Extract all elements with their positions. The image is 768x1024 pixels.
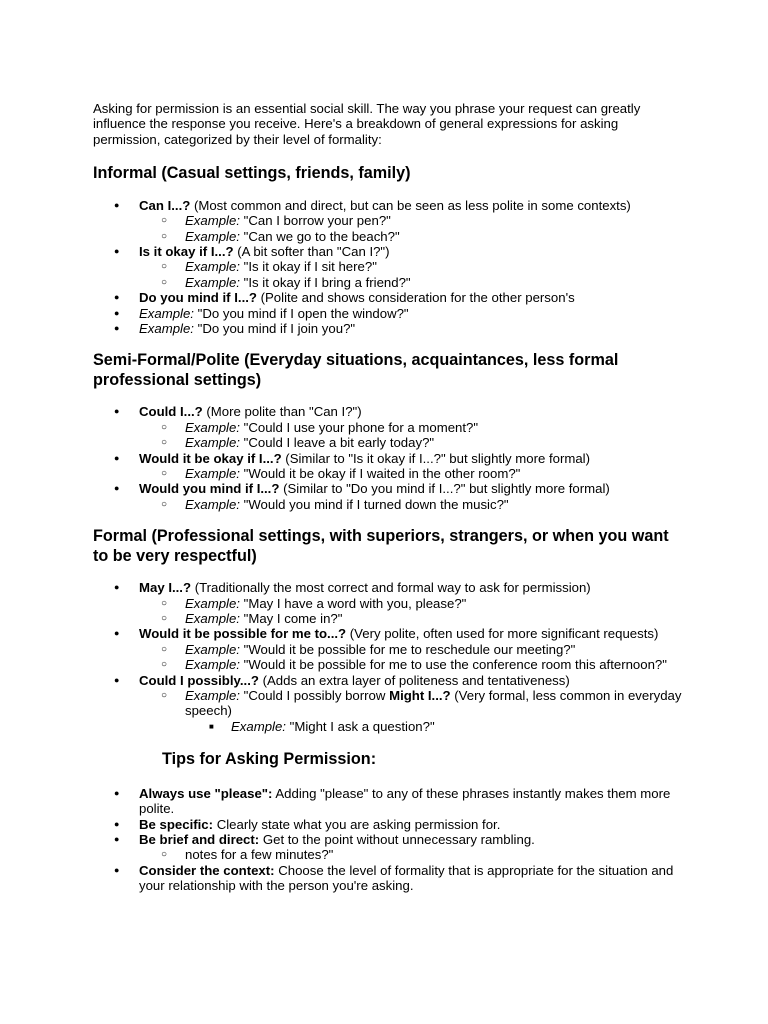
- example-label: Example:: [185, 688, 240, 704]
- example-list: [139, 466, 683, 481]
- example-label: Example:: [185, 466, 240, 481]
- example-text: "Can we go to the beach?": [243, 228, 400, 244]
- example-text: "Would it be okay if I waited in the other room?": [243, 466, 521, 481]
- phrase: Would you mind if I...?: [139, 481, 280, 497]
- tip-text: Clearly state what you are asking permission for.: [213, 816, 501, 832]
- example-text: "Is it okay if I sit here?": [243, 259, 377, 275]
- example-item: [185, 719, 683, 734]
- example-item: [139, 259, 683, 274]
- list-item: [93, 832, 683, 863]
- tip-text: Adding "please" to any of these phrases instantly makes them more polite.: [139, 785, 671, 817]
- example-text: "May I come in?": [243, 611, 343, 627]
- phrase-note: (Very polite, often used for more significant requests): [346, 626, 659, 642]
- example-text: "Would it be possible for me to reschedule our meeting?": [243, 641, 576, 657]
- list-item: [93, 306, 683, 321]
- phrase-note: (Most common and direct, but can be seen as less polite in some contexts): [190, 197, 631, 213]
- phrase-note: (Similar to "Is it okay if I...?" but slightly more formal): [281, 450, 591, 466]
- example-label: Example:: [185, 435, 240, 451]
- list-item: [93, 580, 683, 626]
- example-text: "Is it okay if I bring a friend?": [243, 274, 411, 290]
- phrase: Do you mind if I...?: [139, 290, 257, 306]
- example-item: [139, 611, 683, 626]
- example-list: [139, 420, 683, 451]
- example-text: "Do you mind if I open the window?": [197, 305, 409, 321]
- example-label: Example:: [185, 496, 240, 512]
- phrase-note: (Very formal, less common in everyday speech): [185, 688, 682, 719]
- phrase: Can I...?: [139, 197, 191, 213]
- example-text: "May I have a word with you, please?": [243, 595, 467, 611]
- example-list: [139, 259, 683, 290]
- example-list: [139, 213, 683, 244]
- list-item: [93, 244, 683, 290]
- list-item: [93, 673, 683, 735]
- tip-label: Consider the context:: [139, 862, 275, 878]
- list-item: [93, 198, 683, 244]
- example-text: "Might I ask a question?": [289, 718, 435, 734]
- example-list: [139, 596, 683, 627]
- formal-list: [93, 580, 683, 734]
- phrase: May I...?: [139, 580, 192, 596]
- example-label: Example:: [185, 657, 240, 673]
- phrase: Would it be possible for me to...?: [139, 626, 347, 642]
- example-item: [139, 642, 683, 657]
- phrase-note: (Adds an extra layer of politeness and tentativeness): [258, 672, 570, 688]
- example-label: Example:: [185, 274, 240, 290]
- example-item: [139, 596, 683, 611]
- semi-formal-list: [93, 404, 683, 512]
- tip-text: Choose the level of formality that is appropriate for the situation and your relationship with the person you're asking.: [139, 862, 674, 894]
- example-label: Example:: [185, 641, 240, 657]
- tip-label: Be specific:: [139, 816, 214, 832]
- list-item: [93, 404, 683, 450]
- phrase-note: (More polite than "Can I?"): [202, 404, 362, 420]
- phrase: Could I possibly...?: [139, 672, 259, 688]
- document-page: [93, 101, 683, 894]
- list-item: [93, 786, 683, 817]
- list-item: [93, 451, 683, 482]
- example-item: [139, 229, 683, 244]
- list-item: [93, 481, 683, 512]
- example-item: [139, 275, 683, 290]
- example-item: [139, 420, 683, 435]
- list-item: [93, 626, 683, 672]
- phrase: Might I...?: [389, 688, 451, 704]
- example-item: [139, 847, 683, 862]
- example-list: [139, 497, 683, 512]
- tip-label: Always use "please":: [139, 785, 273, 801]
- example-item: [139, 213, 683, 228]
- example-text: "Do you mind if I join you?": [197, 320, 356, 336]
- list-item: [93, 817, 683, 832]
- example-label: Example:: [185, 228, 240, 244]
- example-item: [139, 466, 683, 481]
- example-text: "Would it be possible for me to use the conference room this afternoon?": [243, 657, 667, 673]
- example-item: [139, 435, 683, 450]
- tip-label: Be brief and direct:: [139, 832, 260, 847]
- example-label: Example:: [231, 718, 286, 734]
- example-label: Example:: [185, 259, 240, 275]
- formal-heading: Formal (Professional settings, with superiors, strangers, or when you want to be very respectful): [93, 527, 669, 565]
- semi-formal-heading: Semi-Formal/Polite (Everyday situations, acquaintances, less formal professional settings): [93, 351, 619, 389]
- list-item: [93, 863, 683, 894]
- example-text: "Can I borrow your pen?": [243, 213, 391, 229]
- example-list: [139, 642, 683, 673]
- example-text: "Could I possibly borrow: [243, 688, 390, 704]
- phrase-note: (Traditionally the most correct and formal way to ask for permission): [191, 580, 591, 596]
- example-label: Example:: [185, 595, 240, 611]
- example-text: "Could I use your phone for a moment?": [243, 419, 479, 435]
- example-label: Example:: [185, 419, 240, 435]
- example-list: [139, 847, 683, 862]
- phrase: Is it okay if I...?: [139, 243, 234, 259]
- example-text: "Would you mind if I turned down the music?": [243, 496, 509, 512]
- list-item: [93, 290, 683, 305]
- example-label: Example:: [185, 213, 240, 229]
- example-label: Example:: [139, 305, 194, 321]
- tips-list: [93, 786, 683, 894]
- tip-text: Get to the point without unnecessary rambling.: [259, 832, 535, 847]
- phrase: Could I...?: [139, 404, 203, 420]
- example-text: notes for a few minutes?": [185, 847, 334, 863]
- example-item: [139, 688, 683, 734]
- phrase-note: (A bit softer than "Can I?"): [233, 243, 390, 259]
- example-label: Example:: [185, 611, 240, 627]
- example-list: [139, 688, 683, 734]
- informal-heading: Informal (Casual settings, friends, family): [93, 164, 411, 183]
- sub-example-list: [185, 719, 683, 734]
- example-text: "Could I leave a bit early today?": [243, 435, 435, 451]
- phrase-note: (Polite and shows consideration for the other person's: [256, 290, 575, 306]
- informal-list: [93, 198, 683, 337]
- phrase-note: (Similar to "Do you mind if I...?" but slightly more formal): [279, 481, 610, 497]
- example-item: [139, 657, 683, 672]
- tips-heading: Tips for Asking Permission:: [162, 750, 377, 769]
- list-item: [93, 321, 683, 336]
- example-label: Example:: [139, 320, 194, 336]
- phrase: Would it be okay if I...?: [139, 450, 282, 466]
- example-item: [139, 497, 683, 512]
- intro-paragraph: Asking for permission is an essential social skill. The way you phrase your request can greatly influence the response you receive. Here's a breakdown of general expressions for asking permission, categorized by their level of formality:: [93, 101, 641, 147]
